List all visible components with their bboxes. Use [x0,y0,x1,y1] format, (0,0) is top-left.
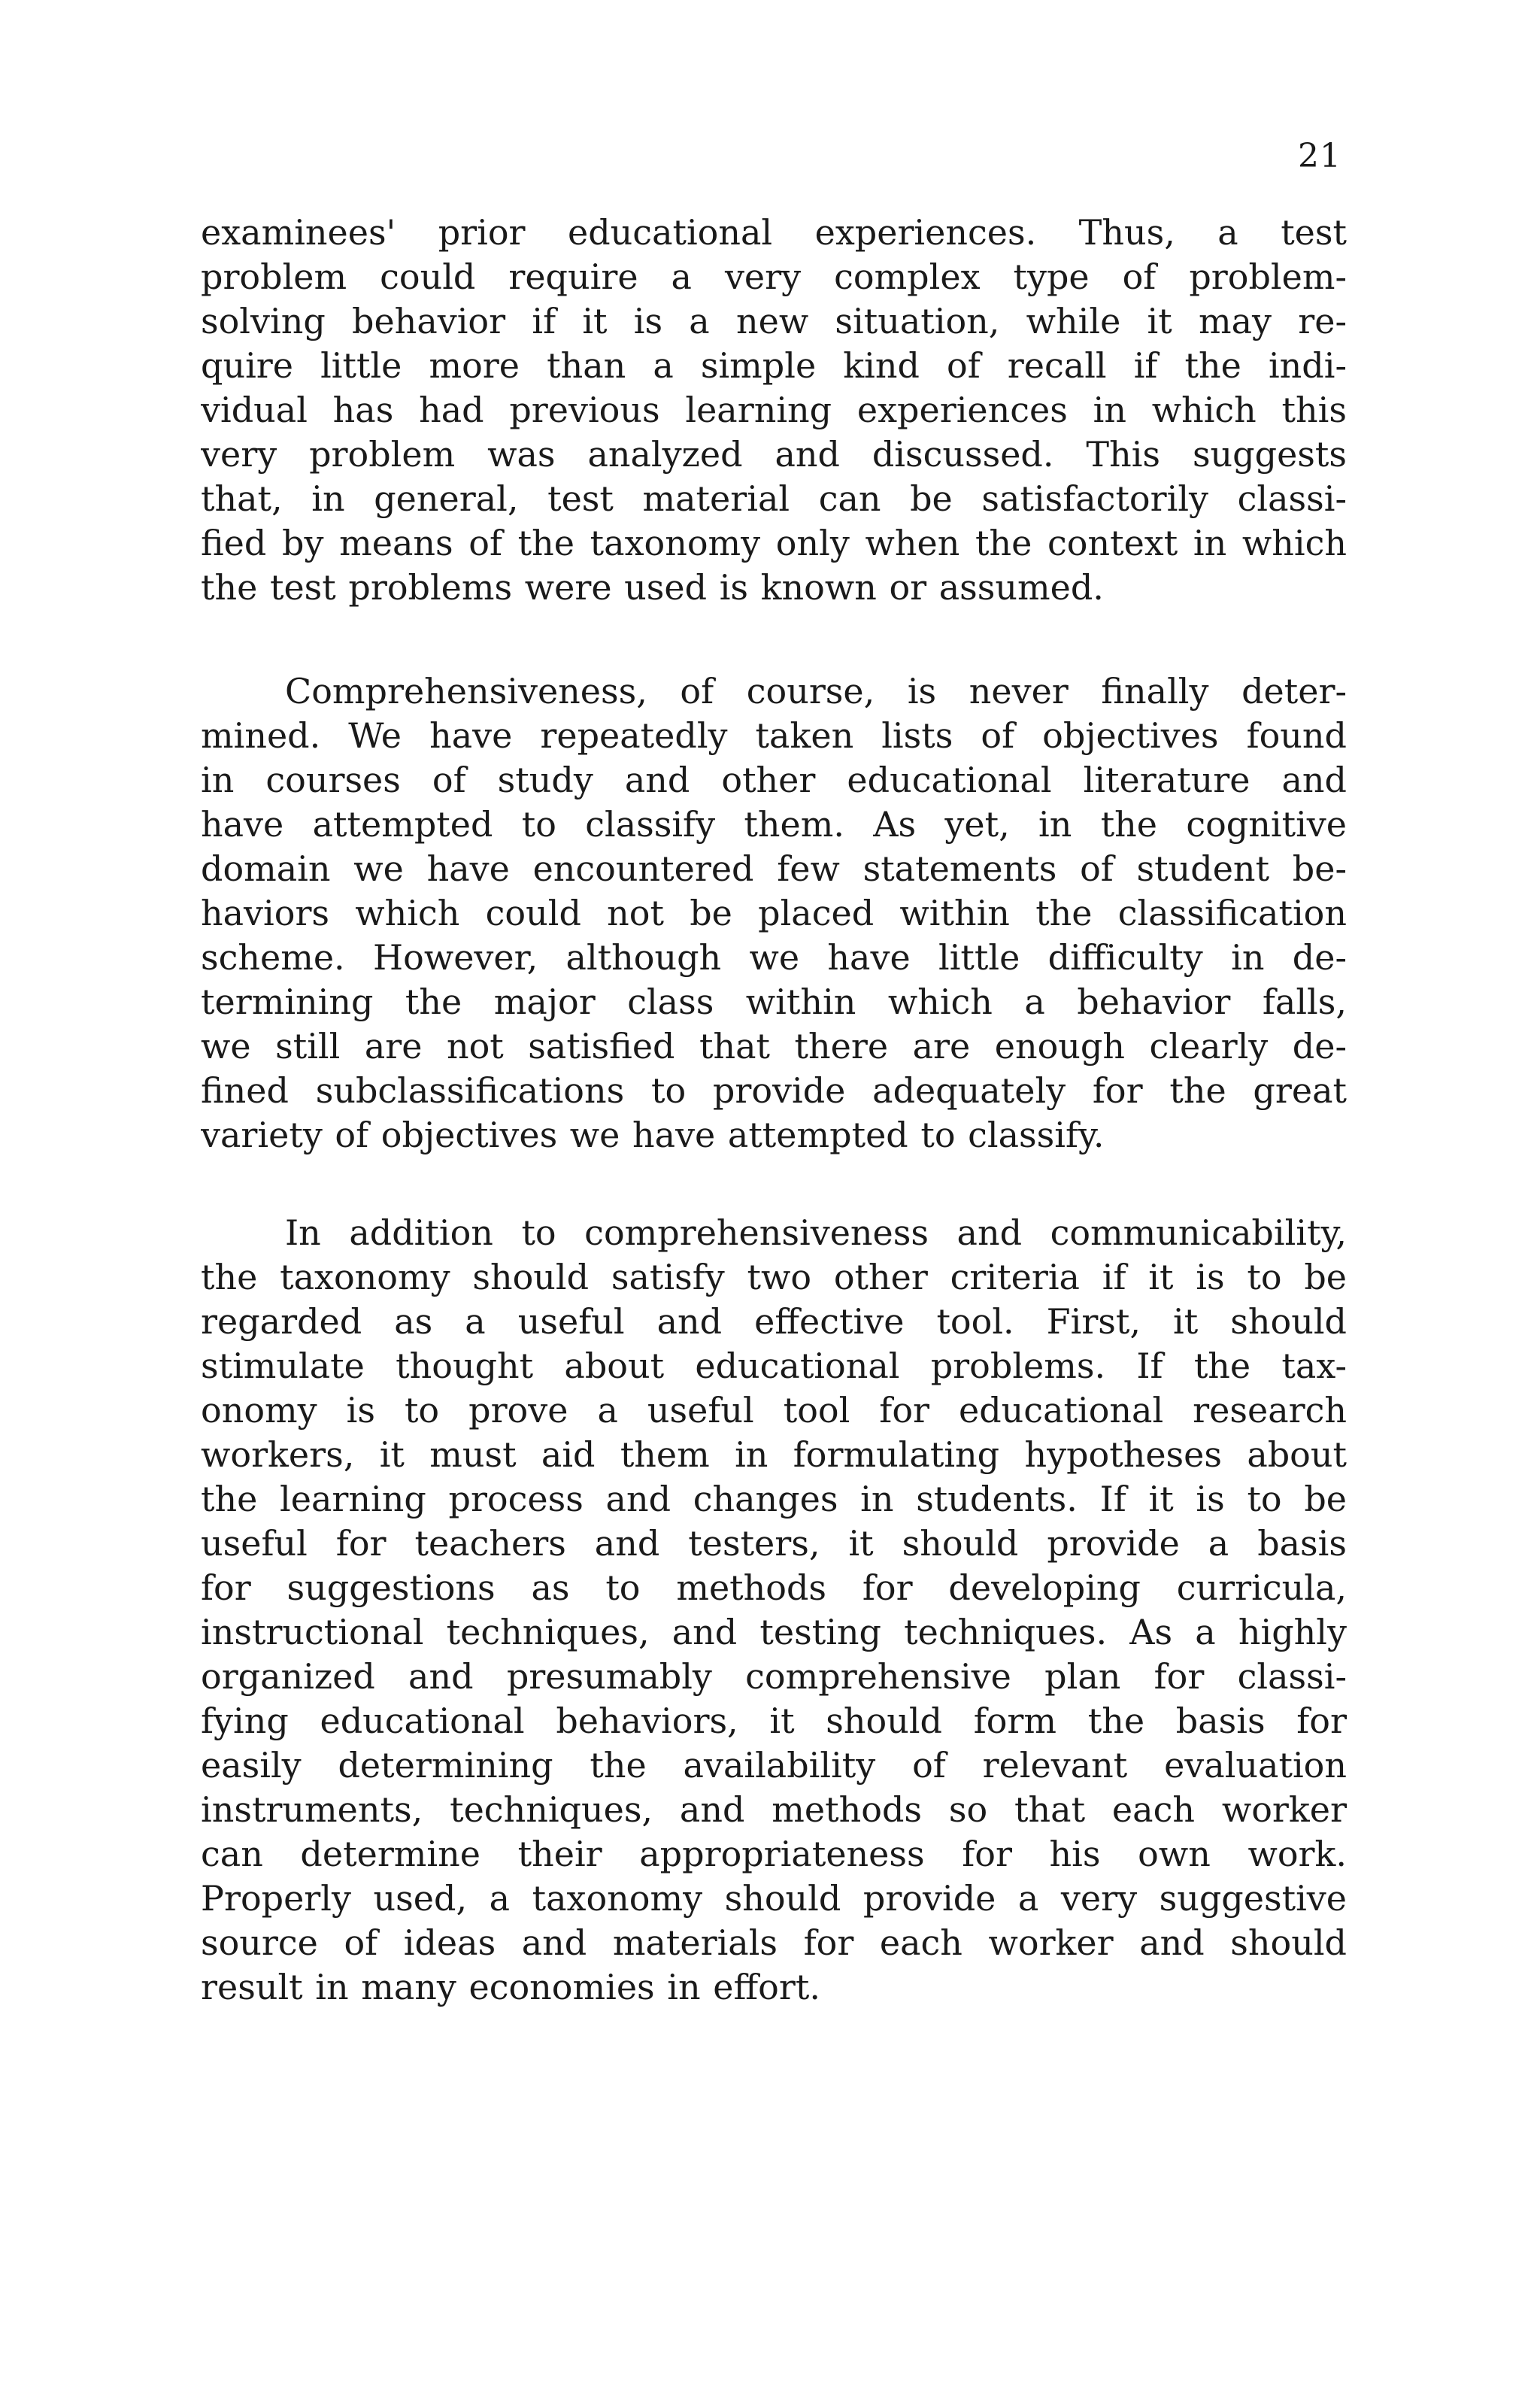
text-line: instructional techniques, and testing techniques. As a highly [201,1612,1347,1652]
text-line: have attempted to classify them. As yet, in the cognitive [201,804,1347,845]
text-line: regarded as a useful and effective tool. First, it should [201,1301,1347,1342]
text-line: fying educational behaviors, it should form the basis for [201,1701,1347,1741]
text-line: fined subclassifications to provide adequately for the great [201,1070,1347,1111]
text-line: the taxonomy should satisfy two other criteria if it is to be [201,1257,1347,1297]
text-line: termining the major class within which a behavior falls, [201,982,1347,1022]
text-line: we still are not satisfied that there are enough clearly de- [201,1026,1347,1066]
text-line: scheme. However, although we have little difficulty in de- [201,937,1347,978]
text-line: stimulate thought about educational problems. If the tax- [201,1346,1347,1386]
text-line: examinees' prior educational experiences. Thus, a test [201,212,1347,253]
text-line: mined. We have repeatedly taken lists of objectives found [201,715,1347,756]
text-line: in courses of study and other educational literature and [201,760,1347,800]
text-line: onomy is to prove a useful tool for educational research [201,1390,1347,1431]
text-line: problem could require a very complex type of problem- [201,256,1347,297]
text-line: the test problems were used is known or assumed. [201,567,1104,608]
text-line: for suggestions as to methods for developing curricula, [201,1567,1347,1608]
text-line: In addition to comprehensiveness and communicability, [285,1212,1347,1253]
text-line: fied by means of the taxonomy only when the context in which [201,523,1347,563]
text-line: vidual has had previous learning experiences in which this [201,390,1347,430]
text-line: haviors which could not be placed within the classification [201,893,1347,933]
text-line: the learning process and changes in students. If it is to be [201,1479,1347,1519]
text-line: variety of objectives we have attempted to classify. [201,1115,1105,1155]
text-line: can determine their appropriateness for his own work. [201,1834,1347,1874]
text-line: that, in general, test material can be satisfactorily classi- [201,478,1347,519]
text-line: result in many economies in effort. [201,1967,820,2007]
text-line: useful for teachers and testers, it should provide a basis [201,1523,1347,1564]
text-line: domain we have encountered few statements of student be- [201,848,1347,889]
text-line: source of ideas and materials for each worker and should [201,1922,1347,1963]
paragraph-2 [201,669,1347,1157]
text-line: instruments, techniques, and methods so that each worker [201,1789,1347,1830]
text-line: Comprehensiveness, of course, is never finally deter- [285,671,1347,711]
page-number: 21 [1298,137,1341,175]
text-line: Properly used, a taxonomy should provide a very suggestive [201,1878,1347,1919]
text-line: very problem was analyzed and discussed. This suggests [201,434,1347,475]
paragraph-3 [201,1211,1347,2010]
paragraph-1 [201,211,1347,610]
text-line: easily determining the availability of relevant evaluation [201,1745,1347,1786]
text-line: workers, it must aid them in formulating hypotheses about [201,1434,1347,1475]
text-line: organized and presumably comprehensive plan for classi- [201,1656,1347,1697]
text-line: quire little more than a simple kind of recall if the indi- [201,345,1347,386]
text-line: solving behavior if it is a new situation, while it may re- [201,301,1347,341]
